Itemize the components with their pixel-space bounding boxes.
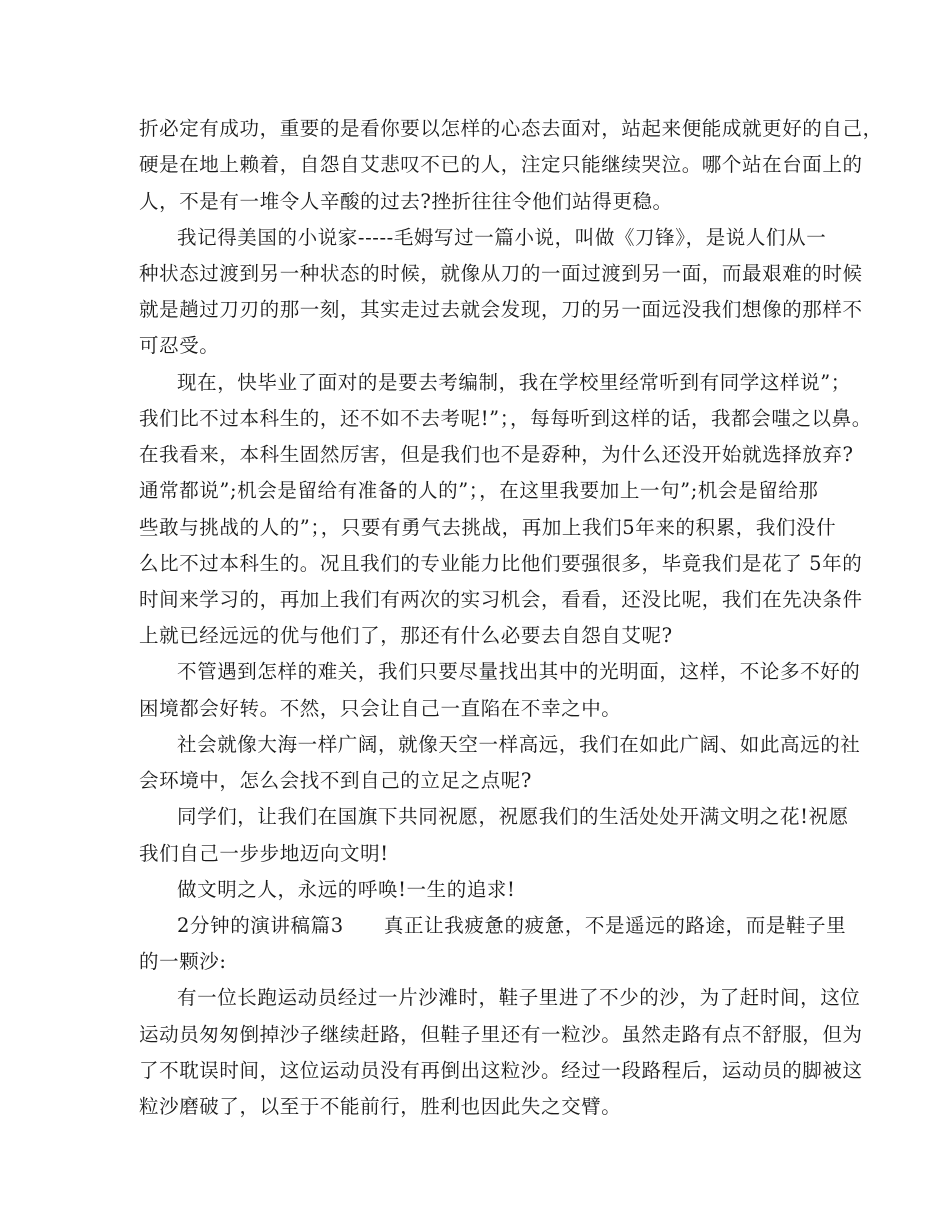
text-line: 时间来学习的，再加上我们有两次的实习机会，看看，还没比呢，我们在先决条件: [139, 588, 863, 611]
paragraph-start-line: 现在，快毕业了面对的是要去考编制，我在学校里经常听到有同学这样说”；: [177, 371, 851, 394]
paragraph-start-line: 有一位长跑运动员经过一片沙滩时，鞋子里进了不少的沙，为了赶时间，这位: [177, 986, 861, 1009]
text-line: 了不耽误时间，这位运动员没有再倒出这粒沙。经过一段路程后，运动员的脚被这: [139, 1059, 863, 1082]
text-line: 的一颗沙:: [139, 950, 227, 973]
text-line: 上就已经远远的优与他们了，那还有什么必要去自怨自艾呢?: [139, 624, 673, 647]
text-line: 就是趟过刀刃的那一刻，其实走过去就会发现，刀的另一面远没我们想像的那样不: [139, 298, 863, 321]
section-heading-line: 2分钟的演讲稿篇3 真正让我疲惫的疲惫，不是遥远的路途，而是鞋子里: [177, 914, 847, 937]
text-line: 在我看来，本科生固然厉害，但是我们也不是孬种，为什么还没开始就选择放弃?: [139, 443, 854, 466]
paragraph-start-line: 我记得美国的小说家-----毛姆写过一篇小说，叫做《刀锋》，是说人们从一: [177, 226, 827, 249]
text-line: 种状态过渡到另一种状态的时候，就像从刀的一面过渡到另一面，而最艰难的时候: [139, 262, 863, 285]
text-line: 人，不是有一堆令人辛酸的过去?挫折往往令他们站得更稳。: [139, 190, 673, 213]
text-line: 硬是在地上赖着，自怨自艾悲叹不已的人，注定只能继续哭泣。哪个站在台面上的: [139, 153, 863, 176]
text-line: 可忍受。: [139, 334, 220, 357]
text-line: 些敢与挑战的人的”；，只要有勇气去挑战，再加上我们5年来的积累，我们没什: [139, 516, 837, 539]
text-line: 我们自己一步步地迈向文明!: [139, 842, 389, 865]
text-line: 么比不过本科生的。况且我们的专业能力比他们要强很多，毕竟我们是花了 5年的: [139, 552, 863, 575]
paragraph-start-line: 不管遇到怎样的难关，我们只要尽量找出其中的光明面，这样，不论多不好的: [177, 660, 861, 683]
paragraph-start-line: 社会就像大海一样广阔，就像天空一样高远，我们在如此广阔、如此高远的社: [177, 733, 861, 756]
paragraph-start-line: 同学们，让我们在国旗下共同祝愿，祝愿我们的生活处处开满文明之花!祝愿: [177, 805, 849, 828]
text-line: 困境都会好转。不然，只会让自己一直陷在不幸之中。: [139, 697, 622, 720]
text-line: 会环境中，怎么会找不到自己的立足之点呢?: [139, 769, 532, 792]
text-line: 粒沙磨破了，以至于不能前行，胜利也因此失之交臂。: [139, 1095, 622, 1118]
text-line: 我们比不过本科生的，还不如不去考呢!”；，每每听到这样的话，我都会嗤之以鼻。: [139, 407, 872, 430]
text-line: 通常都说”;机会是留给有准备的人的”；，在这里我要加上一句”;机会是留给那: [139, 479, 819, 502]
text-line: 折必定有成功，重要的是看你要以怎样的心态去面对，站起来便能成就更好的自己，: [139, 117, 883, 140]
paragraph-start-line: 做文明之人，永远的呼唤!一生的追求!: [177, 878, 516, 901]
text-line: 运动员匆匆倒掉沙子继续赶路，但鞋子里还有一粒沙。虽然走路有点不舒服，但为: [139, 1023, 863, 1046]
